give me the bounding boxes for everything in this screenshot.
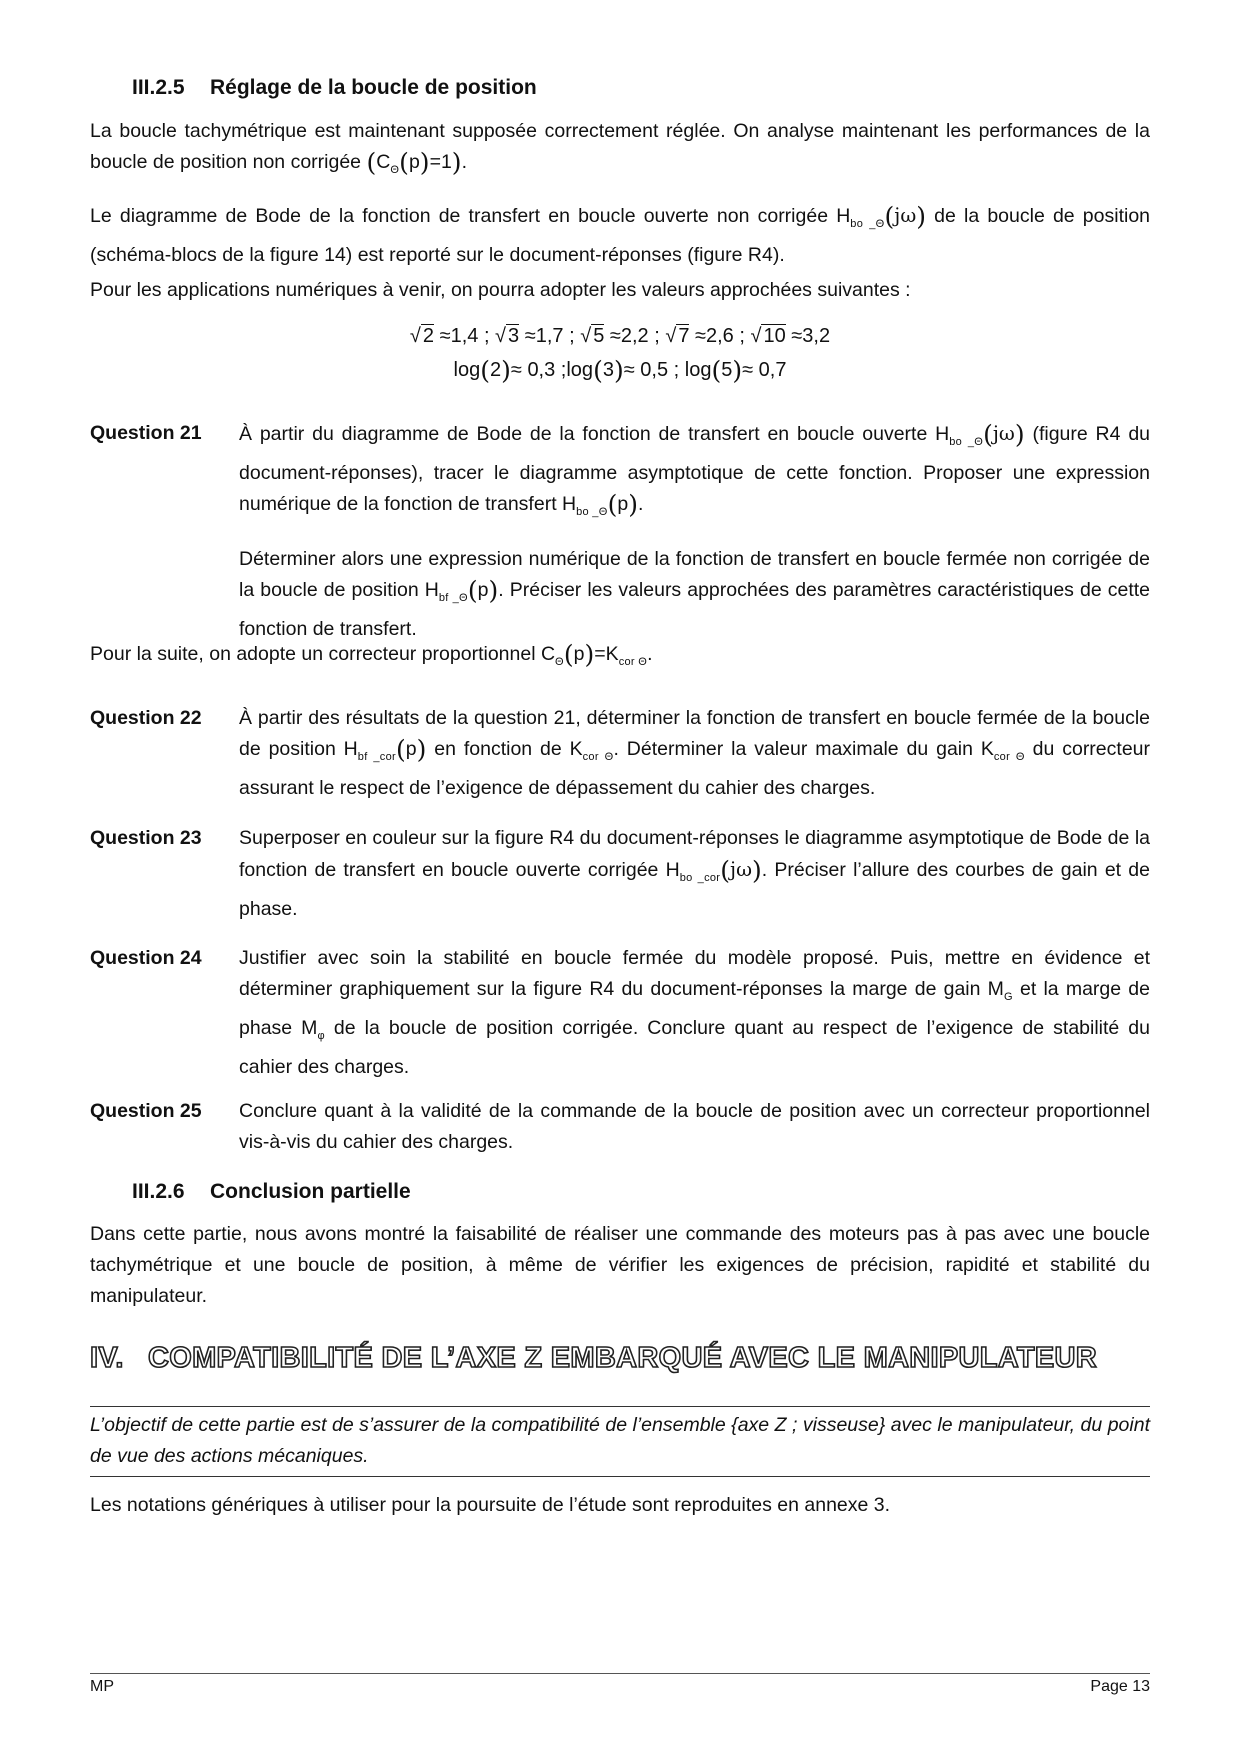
section-heading-IV <box>90 1342 1097 1375</box>
question-label: Question 23 <box>90 827 202 849</box>
question-24 <box>90 943 1150 1083</box>
section-title: COMPATIBILITÉ DE L’AXE Z EMBARQUÉ AVEC LE MANIPULATEUR <box>148 1342 1098 1374</box>
section-title: Conclusion partielle <box>210 1180 411 1203</box>
objective-box <box>90 1406 1150 1477</box>
question-label: Question 24 <box>90 947 202 969</box>
question-22-text: À partir des résultats de la question 21, déterminer la fonction de transfert en boucle fermée de la boucle de position $H_{bf \_cor}(p)$ en fonction de $K_{cor \Theta}$. Déterminer la valeur maximale du gain $K_{cor \Theta}$ du correcteur assurant le respect de l’exigence de dépassement du cahier des charges. <box>239 707 1150 799</box>
intro-paragraph-2: Le diagramme de Bode de la fonction de transfert en boucle ouverte non corrigée $H_{bo \_\Theta}(j\omega)$ de la boucle de position (schéma-blocs de la figure 14) est reporté sur le document-réponses (figure R4). <box>90 202 1151 266</box>
question-23-text: Superposer en couleur sur la figure R4 du document-réponses le diagramme asymptotique de Bode de la fonction de transfert en boucle ouverte corrigée $H_{bo \_cor}(j\omega)$. Préciser l’allure des courbes de gain et de phase. <box>239 827 1150 920</box>
section-number: III.2.6 <box>132 1180 185 1203</box>
question-21-part-a: À partir du diagramme de Bode de la fonction de transfert en boucle ouverte $H_{bo \_\Theta}(j\omega)$ (figure R4 du document-réponses), tracer le diagramme asymptotique de cette fonction. Proposer une expression numérique de la fonction de transfert $H_{bo \_\Theta}(p)$. <box>239 420 1151 519</box>
question-21 <box>90 418 1150 645</box>
question-25 <box>90 1096 1150 1158</box>
intro-paragraph-1: La boucle tachymétrique est maintenant supposée correctement réglée. On analyse maintenant les performances de la boucle de position non corrigée $(C_\Theta(p)=1)$. <box>90 120 1150 177</box>
approx-formula-logs: log(2)≈ 0,3 ;log(3)≈ 0,5 ; log(5)≈ 0,7 <box>453 356 787 385</box>
footer-left: MP <box>90 1678 114 1695</box>
objective-text: L’objectif de cette partie est de s’assurer de la compatibilité de l’ensemble {axe Z ; visseuse} avec le manipulateur, du point de vue des actions mécaniques. <box>90 1414 1150 1467</box>
section-heading-325 <box>132 76 537 100</box>
question-23 <box>90 823 1150 925</box>
intro-paragraph-3: Pour les applications numériques à venir, on pourra adopter les valeurs approchées suivantes : <box>90 279 911 301</box>
page-number: Page 13 <box>1090 1678 1150 1695</box>
question-21-part-b: Déterminer alors une expression numérique de la fonction de transfert en boucle fermée non corrigée de la boucle de position $H_{bf \_\Theta}(p)$. Préciser les valeurs approchées des paramètres caractéristiques de cette fonction de transfert. <box>239 548 1151 640</box>
notation-paragraph: Les notations génériques à utiliser pour la poursuite de l’étude sont reproduites en annexe 3. <box>90 1494 891 1516</box>
question-25-text: Conclure quant à la validité de la commande de la boucle de position avec un correcteur proportionnel vis-à-vis du cahier des charges. <box>239 1100 1150 1153</box>
question-label: Question 25 <box>90 1100 202 1122</box>
section-number: IV. <box>90 1342 124 1374</box>
question-label: Question 21 <box>90 422 202 444</box>
section-title: Réglage de la boucle de position <box>210 76 537 99</box>
question-label: Question 22 <box>90 707 202 729</box>
question-24-text: Justifier avec soin la stabilité en boucle fermée du modèle proposé. Puis, mettre en évidence et déterminer graphiquement sur la figure R4 du document-réponses la marge de gain $M_G$ et la marge de phase $M_\varphi$ de la boucle de position corrigée. Conclure quant au respect de l’exigence de stabilité du cahier des charges. <box>239 947 1150 1078</box>
conclusion-paragraph: Dans cette partie, nous avons montré la faisabilité de réaliser une commande des moteurs pas à pas avec une boucle tachymétrique et une boucle de position, à même de vérifier les exigences de précision, rapidité et stabilité du manipulateur. <box>90 1223 1150 1307</box>
approx-formula-roots: √ 2 ≈1,4 ; √ 3 ≈1,7 ; √ 5 ≈2,2 ; √ 7 ≈2,6 ; √ 10 ≈3,2 <box>409 325 831 347</box>
intro-block <box>90 116 1150 306</box>
section-number: III.2.5 <box>132 76 185 99</box>
section-heading-326 <box>132 1180 411 1204</box>
page-footer <box>90 1673 1150 1696</box>
suite-paragraph: Pour la suite, on adopte un correcteur proportionnel $C_\Theta(p)=K_{cor \Theta}$. <box>90 640 653 669</box>
question-22 <box>90 703 1150 804</box>
